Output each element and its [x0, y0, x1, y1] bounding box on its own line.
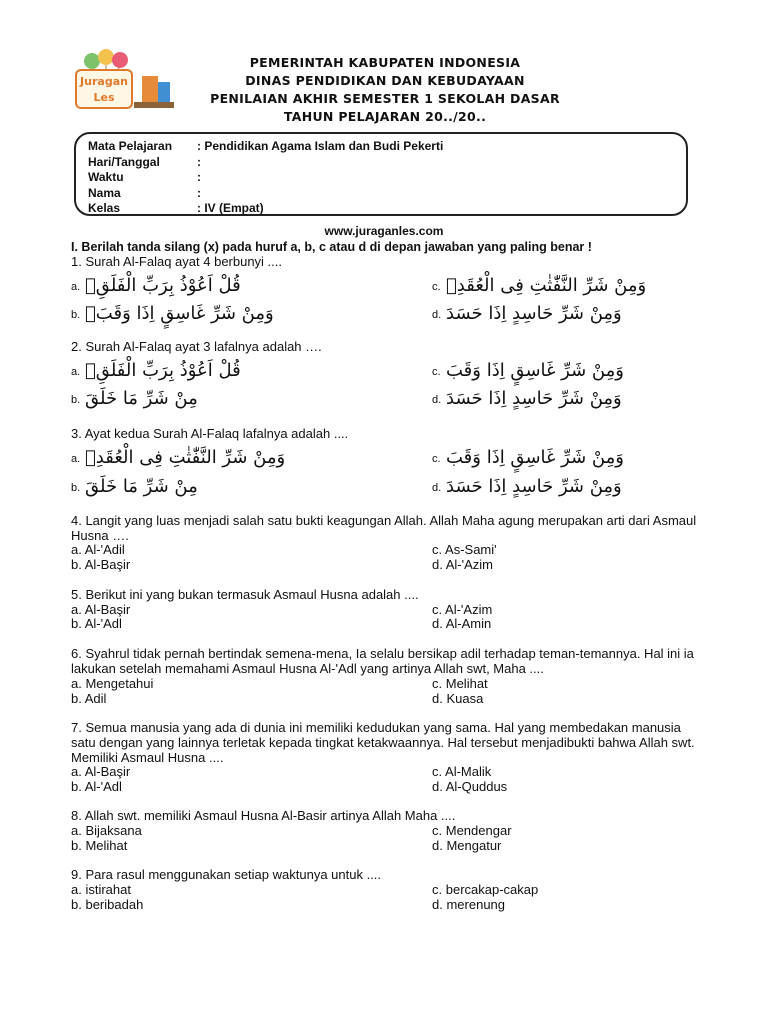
student-info-box [74, 132, 688, 216]
question-5-text: 5. Berikut ini yang bukan termasuk Asmaul Husna adalah .... [71, 587, 419, 602]
option-text: Al-'Azim [445, 602, 493, 617]
question-7-option-c [432, 764, 491, 779]
option-text: Al-Quddus [445, 779, 508, 794]
header-line-2: DINAS PENDIDIKAN DAN KEBUDAYAAN [245, 73, 525, 88]
option-text: Mendengar [445, 823, 512, 838]
question-9-option-a [71, 882, 131, 897]
question-5-option-b [71, 616, 122, 631]
option-letter: b. [71, 838, 82, 853]
question-8-text: 8. Allah swt. memiliki Asmaul Husna Al-Basir artinya Allah Maha .... [71, 808, 456, 823]
option-arabic-text: وَمِنْ شَرِّ النَّفّٰثٰتِ فِى الْعُقَدِۙ [85, 447, 286, 468]
website-url: www.juraganles.com [324, 224, 444, 238]
question-6-text: 6. Syahrul tidak pernah bertindak semena-mena, Ia selalu bersikap adil terhadap teman-temannya. Hal ini ia lakukan setelah memahami Asmaul Husna Al-'Adl yang artinya Allah swt, Maha .... [71, 646, 694, 676]
question-5-option-c [432, 602, 492, 617]
question-6-option-b [71, 691, 106, 706]
instruction-text: I. Berilah tanda silang (x) pada huruf a, b, c atau d di depan jawaban yang paling benar ! [71, 240, 592, 254]
option-text: Bijaksana [85, 823, 142, 838]
option-text: Al-'Adl [84, 779, 122, 794]
info-label: Nama [88, 186, 121, 200]
option-text: Al-Başir [84, 764, 131, 779]
option-arabic-text: وَمِنْ شَرِّ حَاسِدٍ اِذَا حَسَدَ [446, 388, 622, 409]
option-letter: c. [432, 542, 443, 557]
option-letter: c. [432, 453, 441, 465]
option-letter: b. [71, 309, 81, 321]
question-2-text: 2. Surah Al-Falaq ayat 3 lafalnya adalah …. [71, 339, 322, 354]
question-1-text: 1. Surah Al-Falaq ayat 4 berbunyi .... [71, 254, 283, 269]
option-text: merenung [446, 897, 506, 912]
option-text: Mengetahui [85, 676, 154, 691]
option-letter: a. [71, 602, 82, 617]
option-letter: a. [71, 281, 81, 293]
logo-text-line1: Juragan [80, 75, 128, 88]
option-text: bercakap-cakap [445, 882, 539, 897]
info-value: : Pendidikan Agama Islam dan Budi Pekerti [197, 139, 444, 153]
option-text: Al-Başir [84, 557, 131, 572]
option-text: Kuasa [446, 691, 484, 706]
header-line-3: PENILAIAN AKHIR SEMESTER 1 SEKOLAH DASAR [210, 91, 560, 106]
question-4-option-b [71, 557, 130, 572]
option-letter: d. [432, 482, 442, 494]
option-text: Melihat [445, 676, 488, 691]
question-9-option-b [71, 897, 143, 912]
header-line-4: TAHUN PELAJARAN 20../20.. [283, 109, 487, 124]
question-8-option-b [71, 838, 127, 853]
question-5-option-a [71, 602, 130, 617]
option-arabic-text: وَمِنْ شَرِّ غَاسِقٍ اِذَا وَقَبَۙ [85, 303, 274, 324]
option-text: Al-Amin [445, 616, 492, 631]
question-6-option-c [432, 676, 488, 691]
option-letter: b. [71, 779, 82, 794]
question-9-text: 9. Para rasul menggunakan setiap waktunya untuk .... [71, 867, 382, 882]
question-9-option-d [432, 897, 505, 912]
option-letter: d. [432, 394, 442, 406]
option-letter: d. [432, 616, 443, 631]
option-letter: c. [432, 366, 441, 378]
option-letter: c. [432, 764, 443, 779]
question-4-option-a [71, 542, 125, 557]
question-8-option-c [432, 823, 512, 838]
option-letter: a. [71, 366, 81, 378]
option-text: beribadah [85, 897, 144, 912]
option-letter: b. [71, 897, 82, 912]
info-value: : IV (Empat) [197, 201, 264, 215]
option-letter: d. [432, 309, 442, 321]
option-arabic-text: وَمِنْ شَرِّ النَّفّٰثٰتِ فِى الْعُقَدِۙ [446, 275, 647, 296]
option-text: Al-'Adil [84, 542, 125, 557]
info-label: Kelas [88, 201, 121, 215]
question-5-option-d [432, 616, 491, 631]
info-value: : [197, 186, 201, 200]
option-letter: b. [71, 394, 81, 406]
question-4-option-d [432, 557, 493, 572]
info-value: : [197, 170, 201, 184]
question-8-option-a [71, 823, 142, 838]
option-letter: b. [71, 557, 82, 572]
option-arabic-text: وَمِنْ شَرِّ حَاسِدٍ اِذَا حَسَدَ [446, 303, 622, 324]
logo-text-line2: Les [93, 91, 115, 104]
option-letter: b. [71, 616, 82, 631]
option-arabic-text: وَمِنْ شَرِّ غَاسِقٍ اِذَا وَقَبَ [446, 360, 624, 381]
option-text: Al-'Azim [445, 557, 494, 572]
option-letter: d. [432, 557, 443, 572]
info-label: Hari/Tanggal [88, 155, 160, 169]
option-letter: d. [432, 838, 443, 853]
question-7-option-d [432, 779, 507, 794]
option-arabic-text: قُلْ اَعُوْذُ بِرَبِّ الْفَلَقِۙ [85, 275, 241, 296]
option-text: Adil [84, 691, 107, 706]
option-text: Al-Başir [84, 602, 131, 617]
question-4-text: 4. Langit yang luas menjadi salah satu bukti keagungan Allah. Allah Maha agung merupakan arti dari Asmaul Husna …. [71, 513, 697, 543]
option-letter: d. [432, 691, 443, 706]
header-line-1: PEMERINTAH KABUPATEN INDONESIA [249, 55, 521, 70]
question-9-option-c [432, 882, 538, 897]
option-letter: c. [432, 281, 441, 293]
option-letter: c. [432, 882, 443, 897]
info-label: Waktu [88, 170, 124, 184]
option-text: Melihat [85, 838, 128, 853]
question-6-option-d [432, 691, 483, 706]
option-arabic-text: قُلْ اَعُوْذُ بِرَبِّ الْفَلَقِۙ [85, 360, 241, 381]
option-arabic-text: وَمِنْ شَرِّ غَاسِقٍ اِذَا وَقَبَ [446, 447, 624, 468]
question-6-option-a [71, 676, 153, 691]
option-letter: d. [432, 897, 443, 912]
option-arabic-text: مِنْ شَرِّ مَا خَلَقَ [85, 388, 198, 409]
question-7-option-a [71, 764, 130, 779]
option-letter: d. [432, 779, 443, 794]
question-7-text: 7. Semua manusia yang ada di dunia ini memiliki kedudukan yang sama. Hal yang membedakan manusia satu dengan yang lainnya terletak kepada tingkat ketakwaannya. Hal tersebut menjadibukti bahwa Allah swt. Memiliki Asmaul Husna .... [71, 720, 695, 765]
option-letter: b. [71, 482, 81, 494]
option-arabic-text: وَمِنْ شَرِّ حَاسِدٍ اِذَا حَسَدَ [446, 476, 622, 497]
option-text: istirahat [85, 882, 131, 897]
option-letter: c. [432, 676, 443, 691]
question-7-option-b [71, 779, 122, 794]
question-8-option-d [432, 838, 501, 853]
question-4-option-c [432, 542, 497, 557]
option-text: As-Sami' [445, 542, 497, 557]
option-arabic-text: مِنْ شَرِّ مَا خَلَقَ [85, 476, 198, 497]
option-letter: a. [71, 453, 81, 465]
option-text: Mengatur [446, 838, 502, 853]
info-label: Mata Pelajaran [88, 139, 173, 153]
exam-header [180, 54, 590, 126]
option-text: Al-Malik [445, 764, 492, 779]
option-text: Al-'Adl [84, 616, 122, 631]
option-letter: c. [432, 823, 443, 838]
option-letter: a. [71, 542, 82, 557]
info-value: : [197, 155, 201, 169]
question-3-text: 3. Ayat kedua Surah Al-Falaq lafalnya adalah .... [71, 426, 349, 441]
option-letter: b. [71, 691, 82, 706]
option-letter: a. [71, 823, 82, 838]
option-letter: c. [432, 602, 443, 617]
option-letter: a. [71, 764, 82, 779]
option-letter: a. [71, 882, 82, 897]
juragan-les-logo [70, 48, 174, 118]
option-letter: a. [71, 676, 82, 691]
